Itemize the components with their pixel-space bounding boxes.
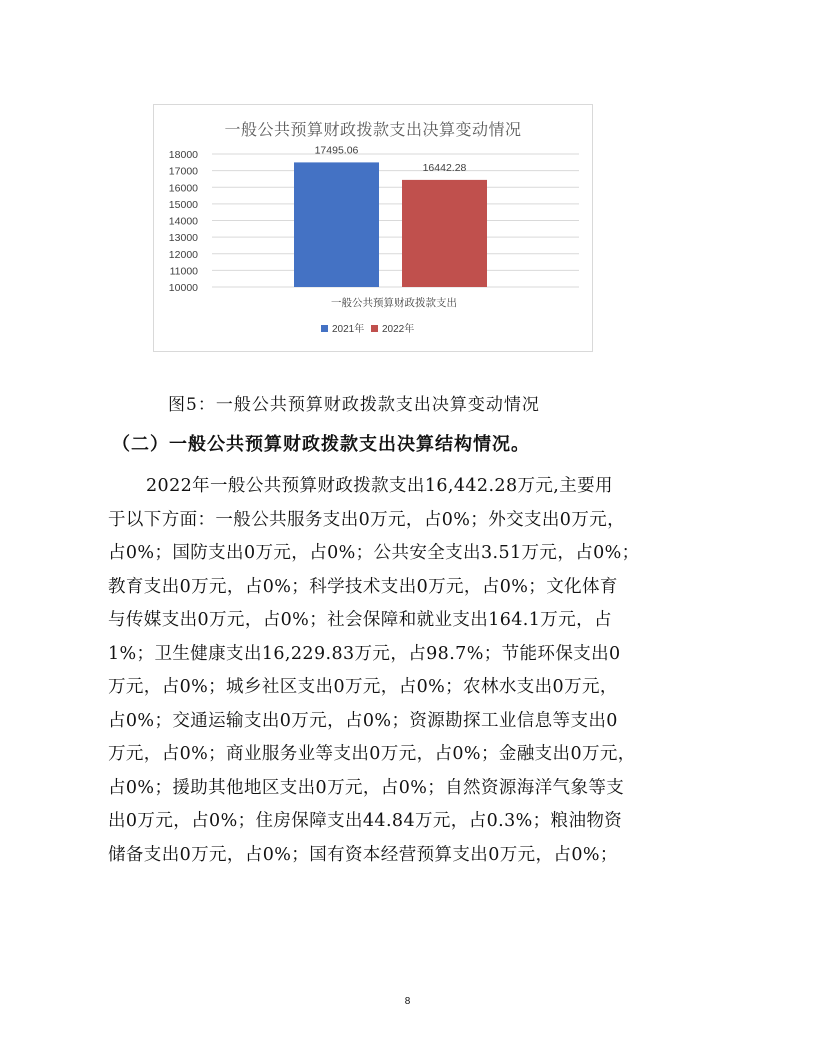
body-paragraph [108, 470, 708, 872]
data-label: 17495.06 [314, 144, 359, 157]
x-category-label: 一般公共预算财政拨款支出 [331, 297, 457, 309]
legend-swatch [371, 325, 378, 332]
y-tick-label: 16000 [168, 182, 198, 195]
section-heading: （二）一般公共预算财政拨款支出决算结构情况。 [112, 434, 530, 455]
figure-caption: 图5：一般公共预算财政拨款支出决算变动情况 [168, 395, 540, 415]
paragraph-line: 2022年一般公共预算财政拨款支出16,442.28万元,主要用 [146, 476, 613, 496]
y-tick-label: 15000 [168, 198, 198, 211]
paragraph-line: 于以下方面：一般公共服务支出0万元，占0%；外交支出0万元， [108, 509, 626, 530]
paragraph-line: 占0%；援助其他地区支出0万元，占0%；自然资源海洋气象等支 [108, 777, 625, 798]
y-tick-label: 17000 [168, 165, 198, 178]
paragraph-line: 出0万元，占0%；住房保障支出44.84万元，占0.3%；粮油物资 [108, 811, 623, 831]
paragraph-line: 万元，占0%；商业服务业等支出0万元，占0%；金融支出0万元， [108, 744, 636, 764]
bar-2021年 [294, 162, 379, 287]
paragraph-line: 占0%；国防支出0万元，占0%；公共安全支出3.51万元，占0%； [108, 543, 640, 563]
page-number: 8 [404, 996, 411, 1007]
paragraph-line: 与传媒支出0万元，占0%；社会保障和就业支出164.1万元，占 [108, 610, 612, 630]
y-tick-label: 14000 [168, 215, 198, 228]
paragraph-line: 储备支出0万元，占0%；国有资本经营预算支出0万元，占0%； [108, 844, 618, 865]
y-tick-label: 13000 [168, 232, 198, 245]
legend-swatch [321, 325, 328, 332]
y-tick-label: 11000 [169, 265, 198, 278]
bar-chart [153, 104, 593, 352]
chart-title: 一般公共预算财政拨款支出决算变动情况 [224, 120, 522, 139]
y-tick-label: 18000 [168, 149, 198, 161]
paragraph-line: 万元，占0%；城乡社区支出0万元，占0%；农林水支出0万元， [108, 677, 618, 697]
legend-label: 2021年 [332, 324, 365, 335]
y-tick-label: 10000 [168, 282, 198, 294]
paragraph-line: 1%；卫生健康支出16,229.83万元，占98.7%；节能环保支出0 [108, 643, 621, 664]
legend-label: 2022年 [382, 324, 415, 335]
y-tick-label: 12000 [168, 248, 198, 261]
bar-2022年 [402, 180, 487, 287]
paragraph-line: 教育支出0万元，占0%；科学技术支出0万元，占0%；文化体育 [108, 576, 618, 597]
data-label: 16442.28 [422, 161, 467, 174]
paragraph-line: 占0%；交通运输支出0万元，占0%；资源勘探工业信息等支出0 [108, 710, 618, 731]
chart-plot [154, 105, 592, 351]
